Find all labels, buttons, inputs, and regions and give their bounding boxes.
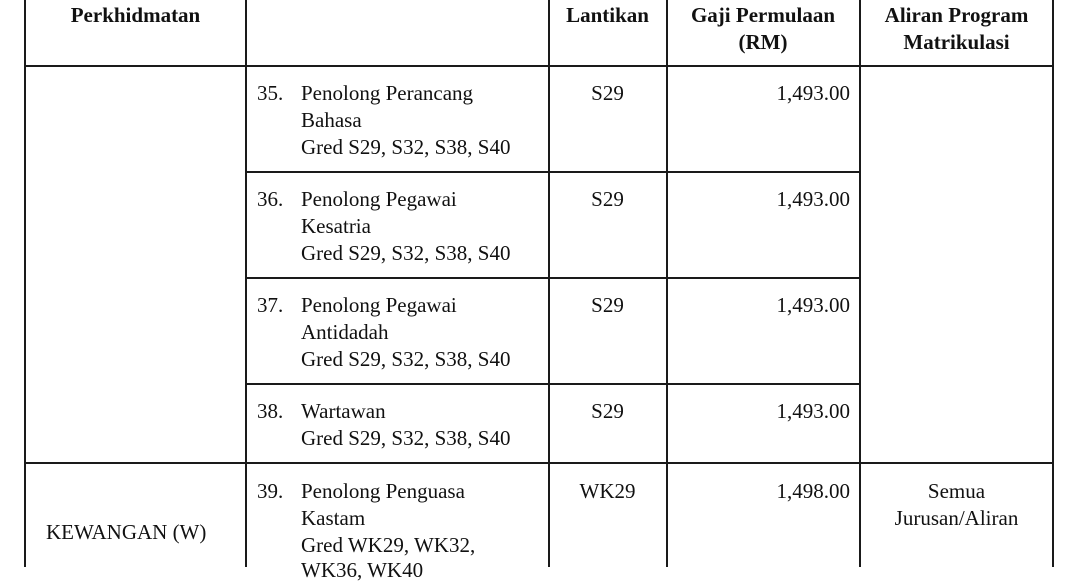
row-35-lantikan: S29 — [591, 81, 624, 105]
table-col-divider-1 — [245, 0, 247, 567]
row-39-aliran-line2: Jurusan/Aliran — [894, 506, 1019, 530]
row-35-title-line3: Gred S29, S32, S38, S40 — [301, 135, 511, 159]
row-37-title-line2: Antidadah — [301, 320, 389, 344]
row-37-title-line3: Gred S29, S32, S38, S40 — [301, 347, 511, 371]
row-rule-37 — [245, 383, 861, 385]
row-rule-35 — [245, 171, 861, 173]
row-38-title-line2: Gred S29, S32, S38, S40 — [301, 426, 511, 450]
header-perkhidmatan: Perkhidmatan — [70, 3, 201, 27]
row-38-title-line1: Wartawan — [301, 399, 386, 423]
header-gaji-line2: (RM) — [738, 30, 788, 54]
row-35-gaji: 1,493.00 — [776, 81, 850, 105]
row-36-title-line3: Gred S29, S32, S38, S40 — [301, 241, 511, 265]
row-39-gaji: 1,498.00 — [776, 479, 850, 503]
table-border-left — [24, 0, 26, 567]
row-38-lantikan: S29 — [591, 399, 624, 423]
row-37-number: 37. — [257, 293, 284, 317]
group-kewangan-label: KEWANGAN (W) — [46, 520, 207, 544]
row-39-title-line3: Gred WK29, WK32, — [301, 533, 476, 557]
row-39-title-line4: WK36, WK40 — [301, 558, 424, 582]
header-gaji-line1: Gaji Permulaan — [690, 3, 836, 27]
header-aliran-line1: Aliran Program — [884, 3, 1029, 27]
row-35-number: 35. — [257, 81, 284, 105]
row-39-aliran-line1: Semua — [927, 479, 986, 503]
row-36-lantikan: S29 — [591, 187, 624, 211]
row-rule-36 — [245, 277, 861, 279]
row-36-number: 36. — [257, 187, 284, 211]
row-37-gaji: 1,493.00 — [776, 293, 850, 317]
row-36-title-line1: Penolong Pegawai — [301, 187, 457, 211]
row-37-lantikan: S29 — [591, 293, 624, 317]
row-35-title-line2: Bahasa — [301, 108, 362, 132]
row-38-number: 38. — [257, 399, 284, 423]
row-35-title-line1: Penolong Perancang — [301, 81, 474, 105]
header-lantikan: Lantikan — [566, 3, 649, 27]
header-aliran-line2: Matrikulasi — [903, 30, 1010, 54]
group-rule — [24, 462, 1054, 464]
row-37-title-line1: Penolong Pegawai — [301, 293, 457, 317]
row-39-lantikan: WK29 — [579, 479, 636, 503]
row-39-title-line2: Kastam — [301, 506, 366, 530]
row-36-gaji: 1,493.00 — [776, 187, 850, 211]
header-bottom-rule — [24, 65, 1054, 67]
row-38-gaji: 1,493.00 — [776, 399, 850, 423]
row-39-number: 39. — [257, 479, 284, 503]
row-36-title-line2: Kesatria — [301, 214, 371, 238]
row-39-title-line1: Penolong Penguasa — [301, 479, 465, 503]
